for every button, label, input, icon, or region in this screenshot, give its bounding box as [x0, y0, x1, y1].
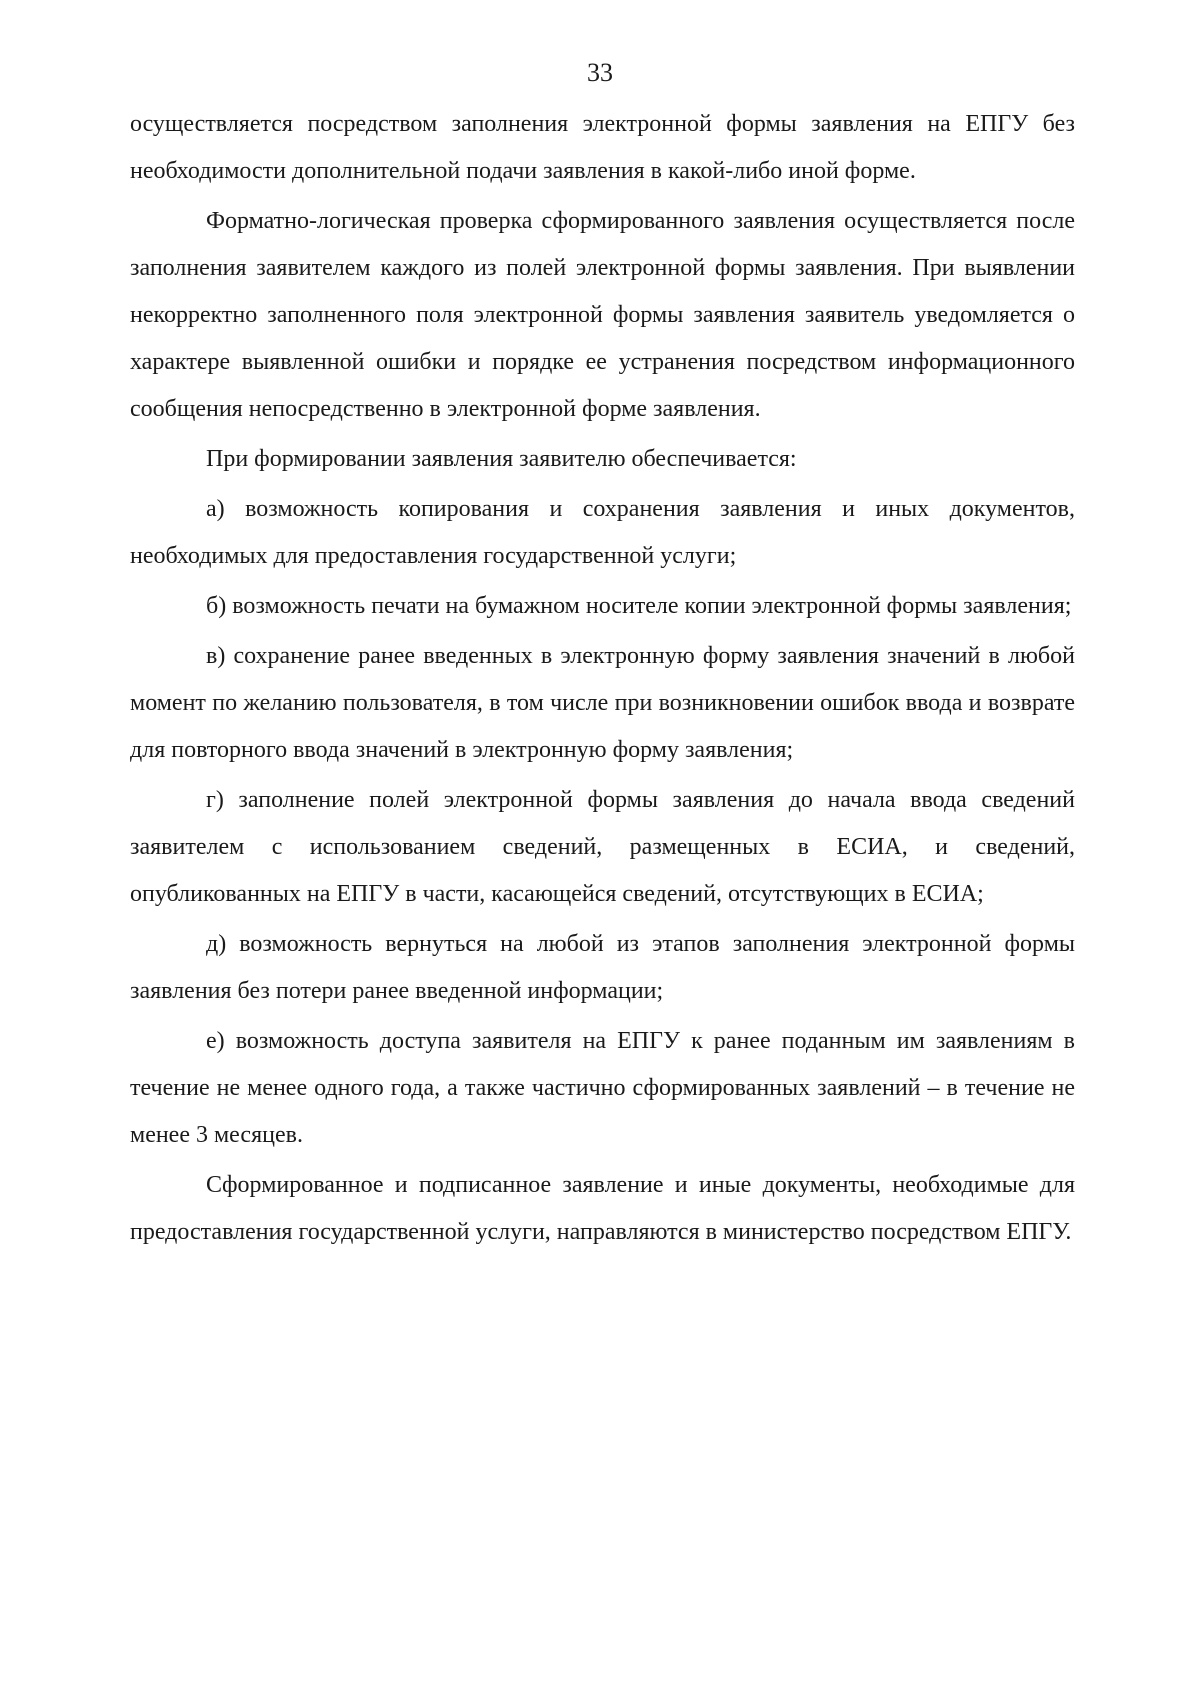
- paragraph-submission: Сформированное и подписанное заявление и иные документы, необходимые для предоставления государственной услуги, направляются в министерство посредством ЕПГУ.: [130, 1172, 1075, 1245]
- list-item-g: г) заполнение полей электронной формы заявления до начала ввода сведений заявителем с использованием сведений, размещенных в ЕСИА, и сведений, опубликованных на ЕПГУ в части, касающейся сведений, отсутствующих в ЕСИА;: [130, 787, 1075, 907]
- paragraph-provided-intro: При формировании заявления заявителю обеспечивается:: [206, 446, 797, 472]
- list-item-e: е) возможность доступа заявителя на ЕПГУ к ранее поданным им заявлениям в течение не менее одного года, а также частично сформированных заявлений – в течение не менее 3 месяцев.: [130, 1028, 1075, 1148]
- list-item-d: д) возможность вернуться на любой из этапов заполнения электронной формы заявления без потери ранее введенной информации;: [130, 931, 1075, 1004]
- document-body: [130, 101, 1075, 1256]
- page-number: 33: [587, 58, 613, 87]
- list-item-v: в) сохранение ранее введенных в электронную форму заявления значений в любой момент по желанию пользователя, в том числе при возникновении ошибок ввода и возврате для повторного ввода значений в электронную форму заявления;: [130, 643, 1075, 763]
- list-item-a: а) возможность копирования и сохранения заявления и иных документов, необходимых для предоставления государственной услуги;: [130, 496, 1075, 569]
- list-item-b: б) возможность печати на бумажном носителе копии электронной формы заявления;: [206, 593, 1072, 619]
- paragraph-format-check: Форматно-логическая проверка сформированного заявления осуществляется после заполнения заявителем каждого из полей электронной формы заявления. При выявлении некорректно заполненного поля электронной формы заявления заявитель уведомляется о характере выявленной ошибки и порядке ее устранения посредством информационного сообщения непосредственно в электронной форме заявления.: [130, 208, 1075, 422]
- paragraph-continuation: осуществляется посредством заполнения электронной формы заявления на ЕПГУ без необходимости дополнительной подачи заявления в какой-либо иной форме.: [130, 111, 1075, 184]
